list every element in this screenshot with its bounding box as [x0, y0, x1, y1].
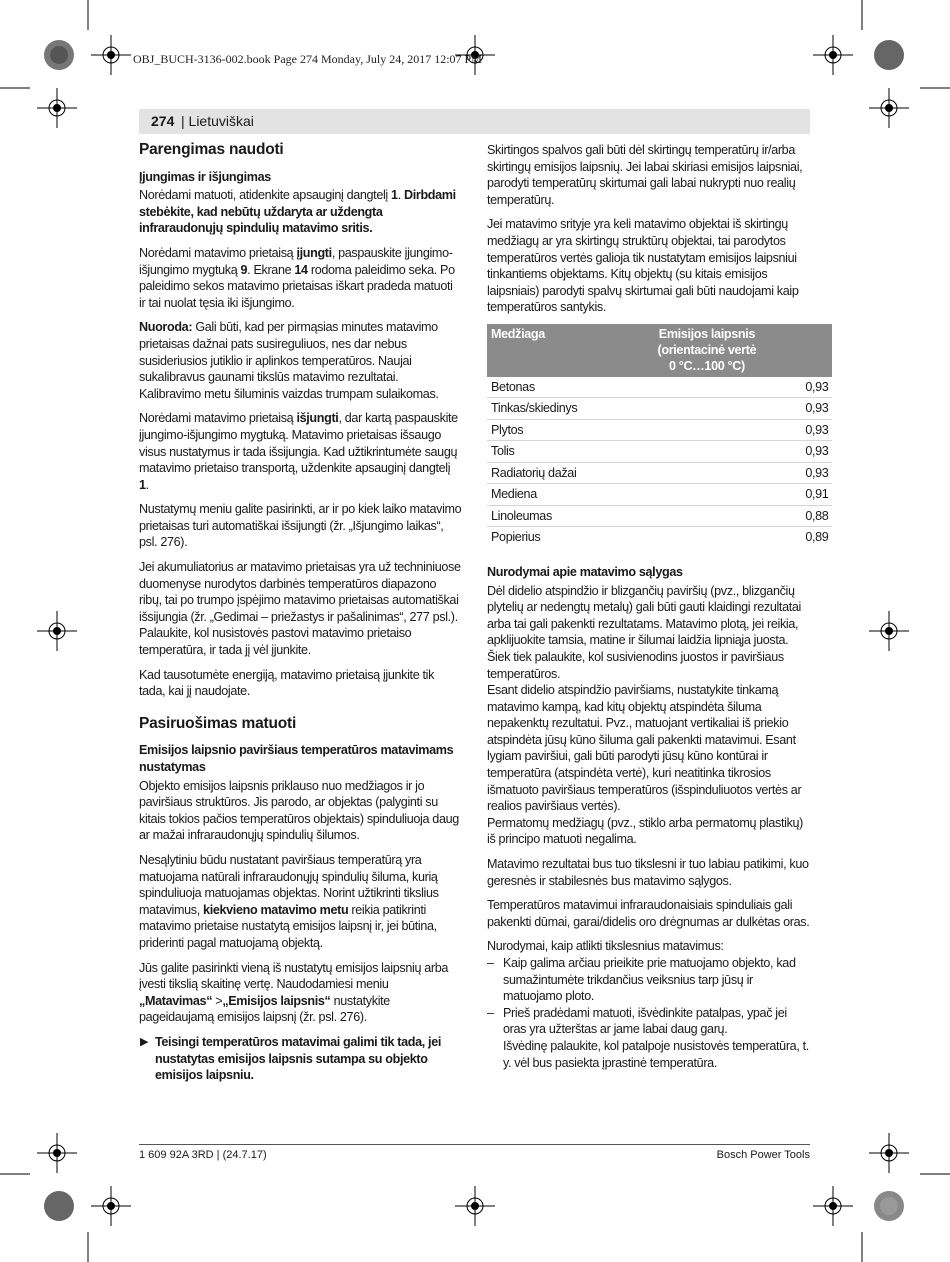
- warning-item: ▶ Teisingi temperatūros matavimai galimi tik tada, jei nustatytas emisijos laipsnis sutampa su objekto emisijos laipsniu.: [140, 1034, 442, 1083]
- paragraph: Jei matavimo srityje yra keli matavimo objektai iš skirtingų medžiagų ar yra skirtingų struktūrų objektai, tai parodytos temperatūros vertės galioja tik nustatytam emisijos laipsniui tinkantiems objektams. Kitų objektų (su kitais emisijos laipsniais) parodyti spalvų skirtumai gali būti naudojami kaip temperatūros santykis.: [487, 217, 799, 315]
- note-paragraph: Nuoroda: Gali būti, kad per pirmąsias minutes matavimo prietaisas dažnai pats susireguliuos, nes dar nebus susideriusios jutiklio ir aplinkos temperatūros. Naujai sukalibravus gaunami tikslūs matavimo rezultatai. Kalibravimo metu šiluminis vaizdas trumpam sulaikomas.: [139, 320, 439, 401]
- table-header-material: Medžiaga: [487, 324, 581, 377]
- paragraph: Jūs galite pasirinkti vieną iš nustatytų emisijos laipsnių arba įvesti tikslią skaitinę vertę. Naudodamiesi meniu „Matavimas“ >„Emisijos laipsnis“ nustatykite pageidaujamą emisijos laipsnį (žr. psl. 276).: [139, 960, 449, 1025]
- table-row: Betonas 0,93: [487, 377, 832, 398]
- paragraph: Nustatymų meniu galite pasirinkti, ar ir po kiek laiko matavimo prietaisas turi automatiškai išsijungti (žr. „Išjungimo laikas“, psl. 276).: [139, 502, 462, 550]
- emissivity-table: [487, 324, 832, 548]
- crosshair-icon: [91, 35, 131, 75]
- left-column: [139, 142, 462, 1084]
- page-header-bar: [139, 109, 810, 134]
- heading-emissivity: Emisijos laipsnio paviršiaus temperatūros matavimams nustatymas: [139, 743, 454, 774]
- paragraph: Kad tausotumėte energiją, matavimo prietaisą įjunkite tik tada, kai jį naudojate.: [139, 667, 435, 699]
- list-item: – Kaip galima arčiau prieikite prie matuojamo objekto, kad sumažintumėte trikdančius veiksnius tarp jūsų ir matuojamo ploto.: [487, 956, 796, 1004]
- table-row: Linoleumas 0,88: [487, 505, 832, 527]
- book-header: OBJ_BUCH-3136-002.book Page 274 Monday, July 24, 2017 12:07 PM: [133, 52, 482, 66]
- paragraph: Temperatūros matavimui infraraudonaisiais spinduliais gali pakenkti dūmai, garai/didelis oro drėgnumas ar dulkėtas oras.: [487, 898, 810, 929]
- table-row: Tolis 0,93: [487, 441, 832, 463]
- paragraph: Nesąlytiniu būdu nustatant paviršiaus temperatūrą yra matuojama natūrali infraraudonųjų spindulių šiluma, kurią spinduliuoja matuojamas objektas. Norint užtikrinti tikslius matavimus, kiekvieno matavimo metu reikia patikrinti matavimo prietaise nustatytą emisijos laipsnį ir, jei būtina, priderinti pagal matuojamą objektą.: [139, 852, 439, 950]
- paragraph: Norėdami matavimo prietaisą įjungti, paspauskite įjungimo-išjungimo mygtuką 9. Ekrane 14 rodoma paleidimo seka. Po paleidimo sekos matavimo prietaisas iškart pradeda matuoti ir tai nuolat tęsia iki išjungimo.: [139, 245, 455, 310]
- table-row: Plytos 0,93: [487, 419, 832, 441]
- footer-code: 1 609 92A 3RD | (24.7.17): [139, 1149, 267, 1161]
- paragraph: Matavimo rezultatai bus tuo tikslesni ir tuo labiau patikimi, kuo geresnės ir stabilesnės bus matavimo sąlygos.: [487, 857, 809, 888]
- footer-rule: [139, 1144, 810, 1145]
- paragraph: Skirtingos spalvos gali būti dėl skirtingų temperatūrų ir/arba skirtingų emisijos laipsnių. Jei labai skiriasi emisijos laipsniai, parodyti temperatūrų skirtumai gali labai nukrypti nuo realių temperatūrų.: [487, 143, 803, 207]
- list-item: – Prieš pradėdami matuoti, išvėdinkite patalpas, ypač jei oras yra užterštas ar jame labai daug garų. Išvėdinę palaukite, kol patalpoje nusistovės temperatūra, t. y. vėl bus pasiekta įprastinė temperatūra.: [487, 1005, 809, 1070]
- paragraph: Nurodymai, kaip atlikti tikslesnius matavimus:: [487, 939, 724, 954]
- table-row: Mediena 0,91: [487, 484, 832, 506]
- table-row: Radiatorių dažai 0,93: [487, 462, 832, 484]
- table-row: Tinkas/skiedinys 0,93: [487, 398, 832, 420]
- paragraph: Objekto emisijos laipsnis priklauso nuo medžiagos ir jo paviršiaus struktūros. Jis parodo, ar objektas (palyginti su kitais tokios pačios temperatūros objektais) spinduliuoja daug ar mažai infraraudonųjų spindulių šilumos.: [139, 778, 459, 843]
- table-row: Popierius 0,89: [491, 530, 829, 545]
- heading-prep: Parengimas naudoti: [139, 141, 284, 158]
- paragraph: Norėdami matuoti, atidenkite apsauginį dangtelį 1. Dirbdami stebėkite, kad nebūtų uždaryta ar uždengta infraraudonųjų spindulių matavimo sritis.: [139, 188, 456, 236]
- footer-brand: Bosch Power Tools: [716, 1149, 810, 1161]
- heading-conditions: Nurodymai apie matavimo sąlygas: [487, 564, 683, 579]
- table-header-emissivity: Emisijos laipsnis (orientacinė vertė 0 °C…100 °C): [581, 324, 832, 377]
- page-number: 274: [151, 113, 175, 129]
- page-language: | Lietuviškai: [181, 113, 254, 129]
- paragraph: Norėdami matavimo prietaisą išjungti, dar kartą paspauskite įjungimo-išjungimo mygtuką. Matavimo prietaisas išsaugo visus nustatymus ir tada išsijungia. Kad užtikrintumėte saugų matavimo prietaiso transportą, uždenkite apsauginį dangtelį 1.: [139, 411, 458, 492]
- paragraph: Dėl didelio atspindžio ir blizgančių paviršių (pvz., blizgančių plytelių ar nedengtų metalų) gali būti gauti klaidingi rezultatai arba tai gali pakenkti rezultatams. Matavimo plotą, jei reikia, apklijuokite tamsia, matine ir šilumai laidžia lipniąja juosta. Šiek tiek palaukite, kol susivienodins juostos ir paviršiaus temperatūros.: [487, 583, 801, 681]
- right-column: [487, 142, 829, 1071]
- paragraph: Esant didelio atspindžio paviršiams, nustatykite tinkamą matavimo kampą, kad kitų objektų atspindėta šiluma nepakenktų rezultatui. Pvz., matuojant vertikaliai iš priekio atspindėta jūsų kūno šiluma gali pakenkti matavimui. Esant lygiam paviršiui, gali būti parodyti jūsų kūno kontūrai ir temperatūra (atspindėta vertė), kuri neatitinka tikrosios išmatuoto paviršiaus temperatūros (išspinduliuotos vertės ar realios paviršiaus vertės).: [487, 683, 802, 814]
- paragraph: Jei akumuliatorius ar matavimo prietaisas yra už techniniuose duomenyse nurodytos darbinės temperatūros diapazono ribų, tai po trumpo įspėjimo matavimo prietaisas automatiškai išsijungia (žr. „Gedimai – priežastys ir pašalinimas“, 277 psl.). Palaukite, kol nusistovės pastovi matavimo prietaiso temperatūra, ir tada jį vėl įjunkite.: [139, 560, 461, 658]
- arrow-icon: ▶: [140, 1035, 149, 1048]
- heading-onoff: Įjungimas ir išjungimas: [139, 169, 271, 184]
- paragraph: Permatomų medžiagų (pvz., stiklo arba permatomų plastikų) iš principo matuoti negalima.: [487, 815, 804, 847]
- heading-ready: Pasiruošimas matuoti: [139, 714, 297, 732]
